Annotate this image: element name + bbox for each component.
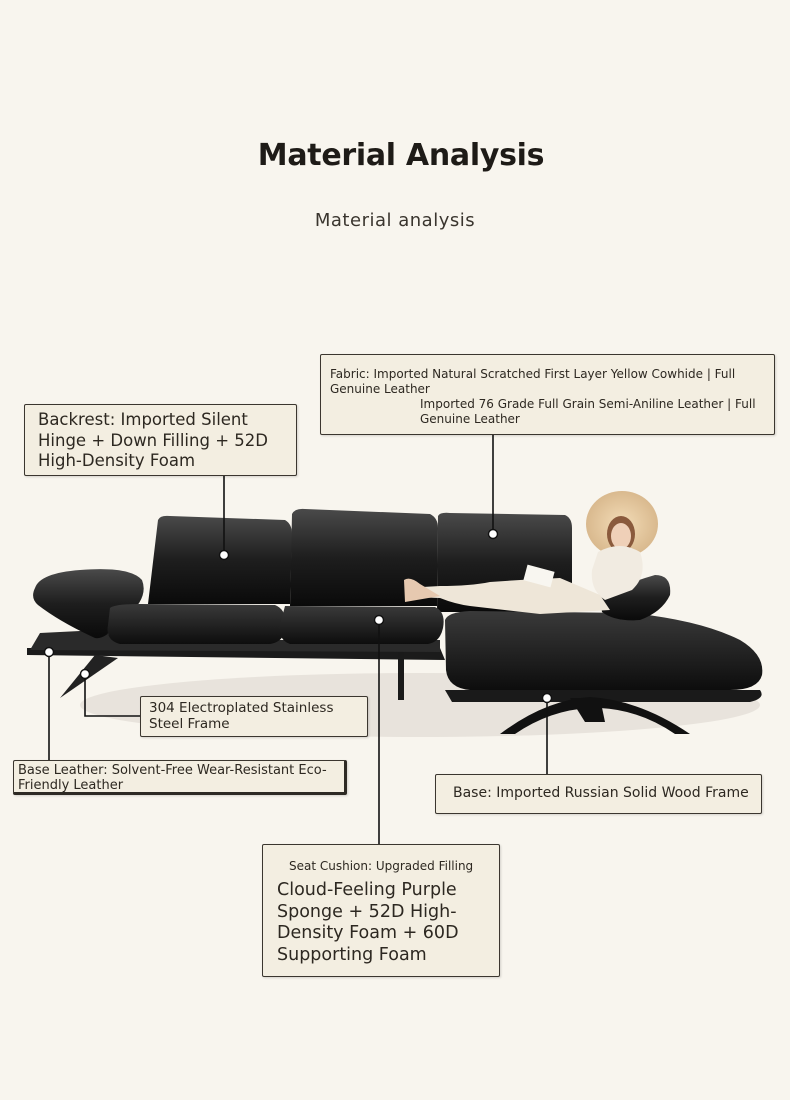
fabric-line-1: Fabric: Imported Natural Scratched First Layer Yellow Cowhide | Full Genuine Leather xyxy=(330,367,736,396)
base-leather-text: Base Leather: Solvent-Free Wear-Resistant Eco-Friendly Leather xyxy=(18,763,327,793)
seat-cushion-label: Seat Cushion: Upgraded Filling xyxy=(289,859,474,873)
fabric-line-2: Imported 76 Grade Full Grain Semi-Aniline Leather | Full Genuine Leather xyxy=(420,397,756,426)
anchor-dot-fabric xyxy=(489,530,498,539)
steel-frame-text: 304 Electroplated Stainless Steel Frame xyxy=(149,700,334,732)
callout-seat-cushion xyxy=(262,844,500,977)
anchor-dot-backrest xyxy=(220,551,229,560)
anchor-dot-base-leather xyxy=(45,648,54,657)
callout-base-leather xyxy=(13,760,347,795)
backrest-text: Backrest: Imported Silent Hinge + Down Filling + 52D High-Density Foam xyxy=(38,410,268,470)
callout-steel-frame xyxy=(140,696,368,737)
seat-cushion-detail: Cloud-Feeling Purple Sponge + 52D High-Density Foam + 60D Supporting Foam xyxy=(277,880,459,965)
base-text: Base: Imported Russian Solid Wood Frame xyxy=(453,785,749,801)
page-subtitle: Material analysis xyxy=(314,210,476,231)
anchor-dot-seat-cushion xyxy=(375,616,384,625)
leader-steel-frame xyxy=(85,674,140,716)
callout-fabric xyxy=(320,354,775,435)
callout-backrest xyxy=(24,404,297,476)
callout-base xyxy=(435,774,762,814)
page-title: Material Analysis xyxy=(257,138,545,173)
anchor-dot-base xyxy=(543,694,552,703)
anchor-dot-steel-frame xyxy=(81,670,90,679)
